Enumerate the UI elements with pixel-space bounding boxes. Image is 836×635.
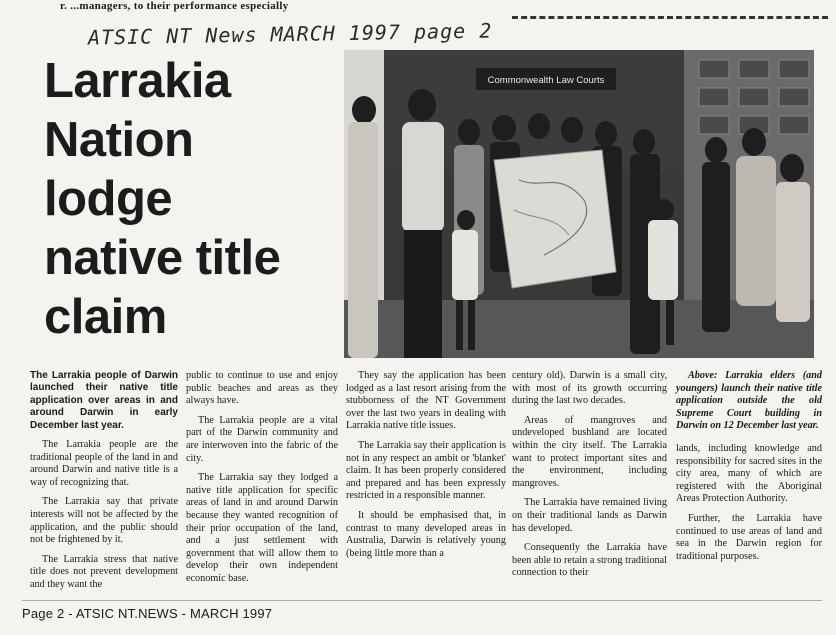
lead-paragraph: The Larrakia people of Darwin launched their native title application over areas in and around Darwin in early December last year. xyxy=(30,370,178,431)
paragraph: The Larrakia say their application is not in any respect an ambit or 'blanket' claim. It has been properly considered and prepared and has been expressly restricted in a responsible manner. xyxy=(346,439,506,502)
paragraph: Consequently the Larrakia have been able to retain a strong traditional connection to their xyxy=(512,542,667,579)
article-column-4 xyxy=(512,370,667,587)
footer-rule xyxy=(22,600,822,601)
paragraph: century old). Darwin is a small city, with most of its growth occurring during the last two decades. xyxy=(512,370,667,407)
article-column-3 xyxy=(346,370,506,567)
photo-illustration xyxy=(344,50,814,358)
headline-line: claim xyxy=(44,290,167,344)
dashed-rule xyxy=(512,16,828,19)
paragraph: Further, the Larrakia have continued to use areas of land and sea in the Darwin region for traditional purposes. xyxy=(676,512,822,562)
paragraph: The Larrakia say they lodged a native title application for specific areas of land in and around Darwin because they wanted recognition of their prior occupation of the land, and a just settlement with government that will allow them to develop their own independent economic base. xyxy=(186,472,338,584)
paragraph: The Larrakia stress that native title does not prevent development and they want the xyxy=(30,553,178,590)
handwritten-note: ATSIC NT News MARCH 1997 page 2 xyxy=(87,18,493,50)
headline-line: Nation xyxy=(44,113,194,167)
headline-line: Larrakia xyxy=(44,54,231,108)
article-column-1 xyxy=(30,370,178,599)
paragraph: Areas of mangroves and undeveloped bushland are located within the city itself. The Larrakia want to protect important sites and the environment, including mangroves. xyxy=(512,414,667,489)
page-footer: Page 2 - ATSIC NT.NEWS - MARCH 1997 xyxy=(22,606,273,621)
paragraph: public to continue to use and enjoy public beaches and areas as they always have. xyxy=(186,370,338,407)
paragraph: The Larrakia say that private interests will not be affected by the application, and the public should not be frightened by it. xyxy=(30,496,178,546)
paragraph: The Larrakia people are the traditional people of the land in and around Darwin and native title is a way of recognizing that. xyxy=(30,439,178,488)
paragraph: It should be emphasised that, in contrast to many developed areas in Australia, Darwin is relatively young (being little more than a xyxy=(346,509,506,559)
headline-line: native title xyxy=(44,231,281,285)
headline xyxy=(44,52,334,347)
news-photo xyxy=(344,50,814,358)
paragraph: They say the application has been lodged as a last resort arising from the stubborness of the NT Government over the last two years in dealing with Larrakia native title issues. xyxy=(346,370,506,432)
sign-text: Commonwealth Law Courts xyxy=(487,75,605,86)
photo-caption: Above: Larrakia elders (and youngers) launch their native title application outside the old Supreme Court building in Darwin on 12 December last year. xyxy=(676,370,822,432)
paragraph: The Larrakia people are a vital part of the Darwin community and are interwoven into the fabric of the city. xyxy=(186,414,338,464)
top-strip-text: r. ...managers, to their performance especially xyxy=(60,0,289,12)
article-column-5 xyxy=(676,370,822,570)
paragraph: lands, including knowledge and responsibility for sacred sites in the city area, many of which are registered with the Aboriginal Areas Protection Authority. xyxy=(676,442,822,505)
paragraph: The Larrakia have remained living on their traditional lands as Darwin has developed. xyxy=(512,497,667,534)
headline-line: lodge xyxy=(44,172,173,226)
article-column-2 xyxy=(186,370,338,593)
